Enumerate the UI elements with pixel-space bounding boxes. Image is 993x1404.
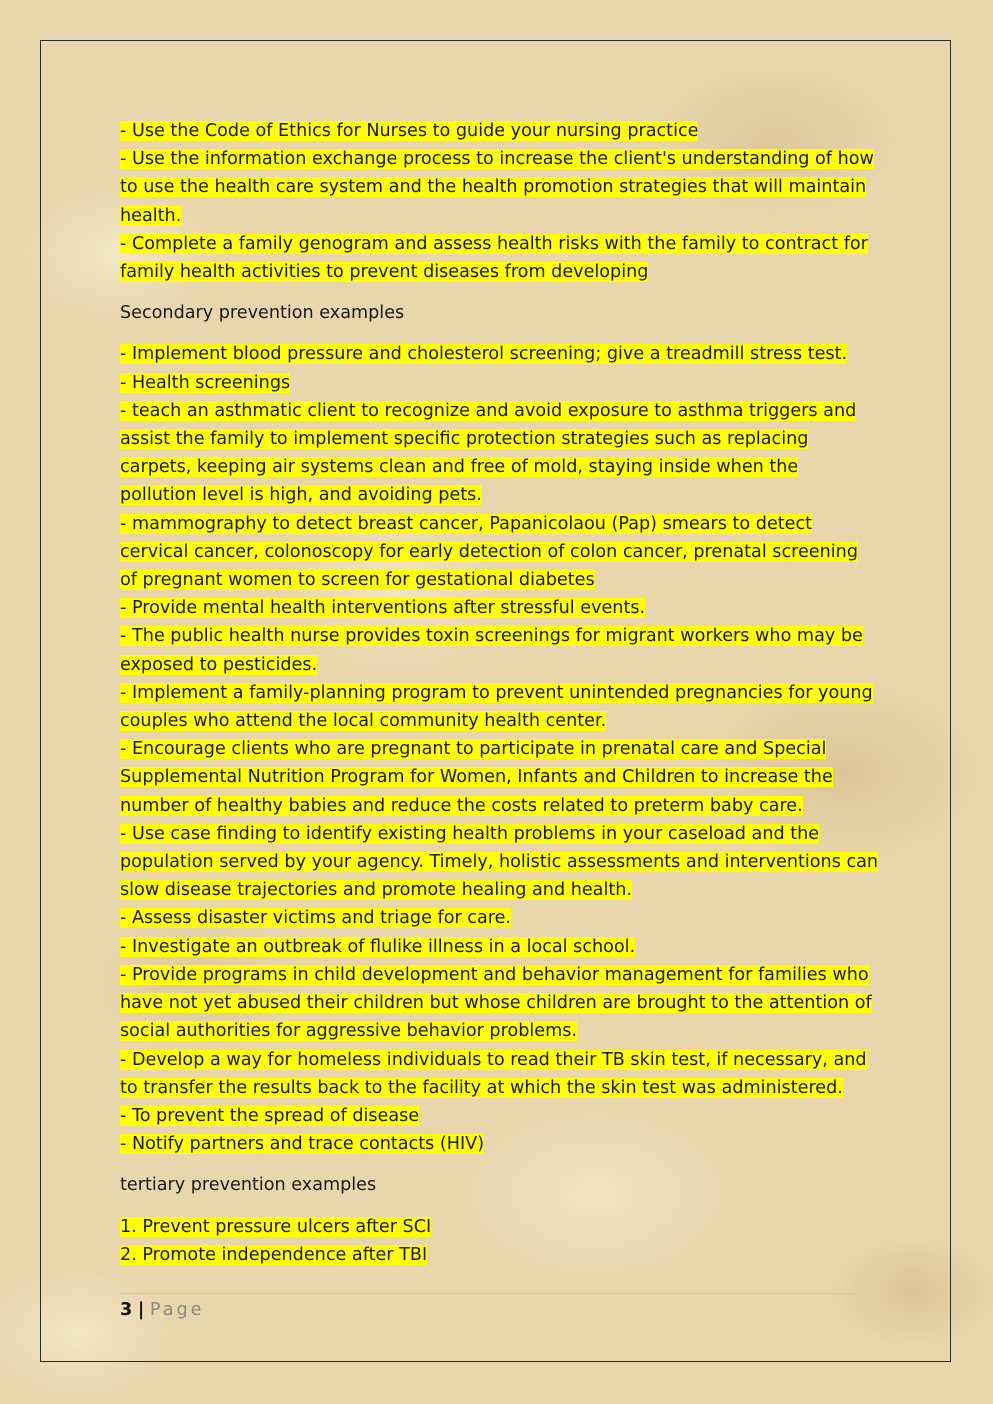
- page-footer: [120, 1293, 860, 1324]
- highlighted-text: - Use the information exchange process to increase the client's understanding of how to use the health care system and the health promotion strategies that will maintain health.: [120, 149, 874, 226]
- highlighted-text: - Health screenings: [120, 372, 291, 393]
- highlighted-text: - To prevent the spread of disease: [120, 1105, 420, 1126]
- highlighted-text: - Implement a family-planning program to prevent unintended pregnancies for young couples who attend the local community health center.: [120, 682, 873, 732]
- list-item: [120, 1130, 880, 1158]
- list-item: [120, 1046, 880, 1102]
- tertiary-prevention-heading: tertiary prevention examples: [120, 1175, 377, 1196]
- highlighted-text: - Encourage clients who are pregnant to participate in prenatal care and Special Supplemental Nutrition Program for Women, Infants and Children to increase the number of healthy babies and reduce the costs related to preterm baby care.: [120, 739, 833, 816]
- page-number: 3: [120, 1300, 133, 1320]
- list-item: [120, 510, 880, 595]
- page-label: Page: [149, 1300, 205, 1320]
- list-item: [120, 820, 880, 905]
- highlighted-text: - Use case finding to identify existing health problems in your caseload and the population served by your agency. Timely, holistic assessments and interventions can slow disease trajectories and promote healing and health.: [120, 823, 879, 901]
- list-item: [120, 933, 880, 961]
- list-item: [120, 904, 880, 932]
- highlighted-text: 1. Prevent pressure ulcers after SCI: [120, 1216, 432, 1237]
- list-item: [120, 679, 880, 735]
- highlighted-text: - Provide programs in child development and behavior management for families who have not yet abused their children but whose children are brought to the attention of social authorities for aggressive behavior problems.: [120, 964, 872, 1042]
- highlighted-text: - Notify partners and trace contacts (HIV): [120, 1134, 485, 1155]
- secondary-prevention-list: [120, 340, 880, 1158]
- list-item: [120, 369, 880, 397]
- list-item: [120, 117, 880, 145]
- primary-prevention-list: [120, 117, 880, 286]
- highlighted-text: - The public health nurse provides toxin screenings for migrant workers who may be exposed to pesticides.: [120, 626, 863, 675]
- highlighted-text: - Implement blood pressure and cholesterol screening; give a treadmill stress test.: [120, 344, 848, 365]
- highlighted-text: 2. Promote independence after TBI: [120, 1244, 428, 1265]
- highlighted-text: - Provide mental health interventions after stressful events.: [120, 598, 646, 619]
- list-item: [120, 961, 880, 1046]
- list-item: [120, 594, 880, 622]
- list-item: [120, 230, 880, 286]
- highlighted-text: - Assess disaster victims and triage for care.: [120, 908, 512, 929]
- document-body: [120, 117, 880, 1269]
- list-item: [120, 340, 880, 368]
- highlighted-text: - mammography to detect breast cancer, Papanicolaou (Pap) smears to detect cervical cancer, colonoscopy for early detection of colon cancer, prenatal screening of pregnant women to screen for gestational diabetes: [120, 513, 858, 591]
- list-item: [120, 1102, 880, 1130]
- list-item: [120, 622, 880, 678]
- highlighted-text: - teach an asthmatic client to recognize and avoid exposure to asthma triggers and assist the family to implement specific protection strategies such as replacing carpets, keeping air systems clean and free of mold, staying inside when the pollution level is high, and avoiding pets.: [120, 400, 857, 506]
- highlighted-text: - Investigate an outbreak of flulike illness in a local school.: [120, 936, 636, 957]
- highlighted-text: - Use the Code of Ethics for Nurses to guide your nursing practice: [120, 121, 699, 141]
- list-item: [120, 1213, 880, 1241]
- list-item: [120, 397, 880, 510]
- page-separator: |: [137, 1300, 145, 1320]
- list-item: [120, 145, 880, 230]
- list-item: [120, 1241, 880, 1269]
- highlighted-text: - Develop a way for homeless individuals to read their TB skin test, if necessary, and to transfer the results back to the facility at which the skin test was administered.: [120, 1049, 867, 1098]
- secondary-prevention-heading: Secondary prevention examples: [120, 303, 405, 324]
- highlighted-text: - Complete a family genogram and assess health risks with the family to contract for family health activities to prevent diseases from developing: [120, 233, 868, 283]
- list-item: [120, 735, 880, 820]
- tertiary-prevention-list: [120, 1213, 880, 1269]
